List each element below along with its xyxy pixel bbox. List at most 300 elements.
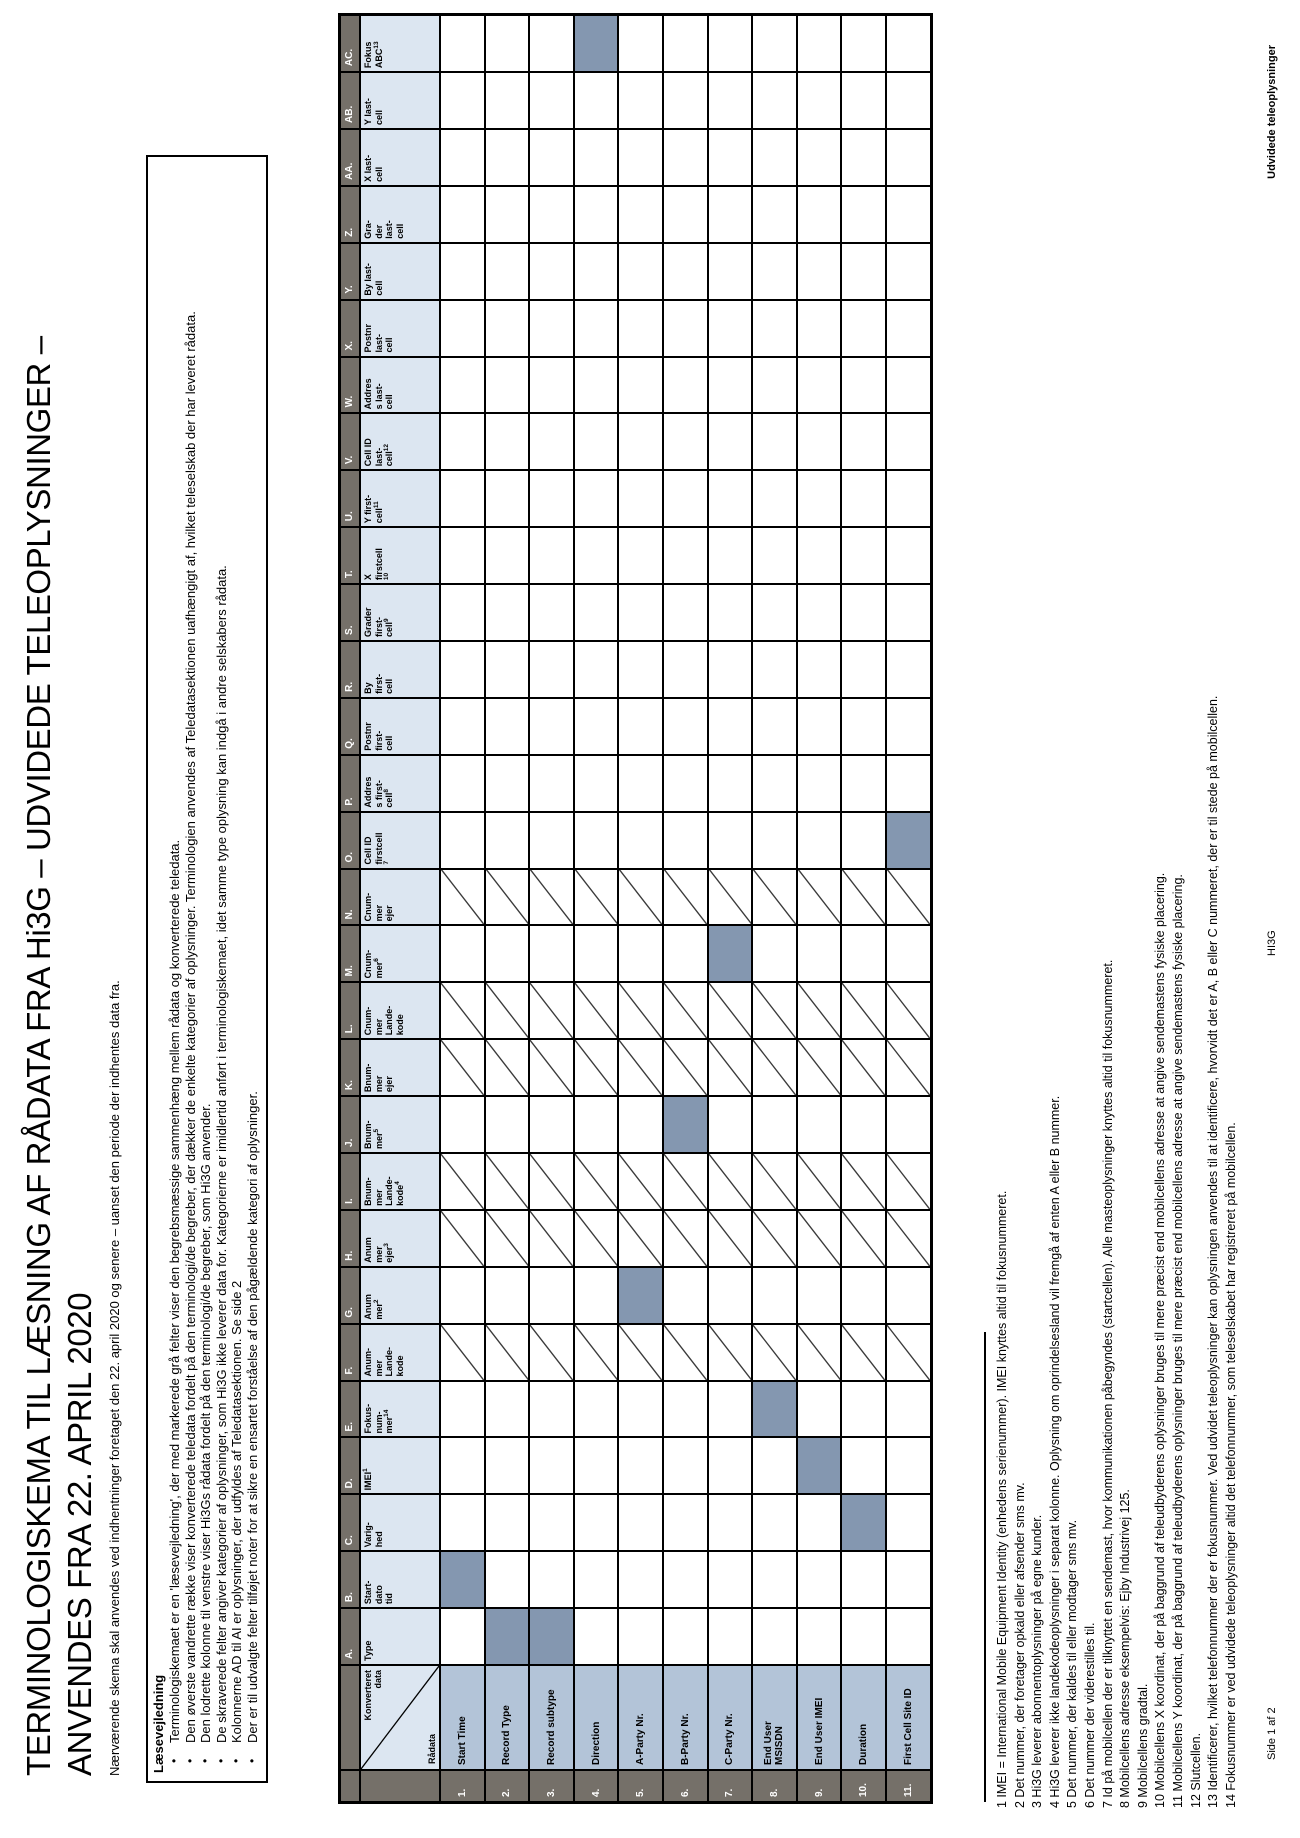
page-title-line-2: ANVENDES FRA 22. APRIL 2020 bbox=[61, 1292, 98, 1776]
data-cell-AC-5 bbox=[619, 16, 662, 71]
data-cell-G-1 bbox=[441, 1268, 484, 1323]
hatch-line-icon bbox=[441, 1325, 484, 1380]
data-cell-V-6 bbox=[664, 414, 707, 469]
footnote-line-12: 12 Slutcellen. bbox=[1188, 1732, 1203, 1808]
data-cell-AA-10 bbox=[842, 130, 885, 185]
col-name-B: Start- dato tid bbox=[361, 1552, 439, 1607]
data-cell-J-11 bbox=[887, 1097, 930, 1152]
data-cell-S-9 bbox=[798, 585, 841, 640]
data-cell-F-8 bbox=[753, 1325, 796, 1380]
data-cell-O-8 bbox=[753, 813, 796, 868]
data-cell-Z-1 bbox=[441, 187, 484, 242]
data-cell-Q-10 bbox=[842, 699, 885, 754]
data-cell-T-1 bbox=[441, 528, 484, 583]
data-cell-S-7 bbox=[709, 585, 752, 640]
data-cell-G-10 bbox=[842, 1268, 885, 1323]
data-cell-C-6 bbox=[664, 1495, 707, 1550]
data-cell-F-3 bbox=[530, 1325, 573, 1380]
data-cell-U-4 bbox=[575, 471, 618, 526]
data-cell-K-1 bbox=[441, 1040, 484, 1095]
row-num-1: 1. bbox=[441, 1771, 484, 1801]
guide-bullet bbox=[214, 167, 230, 1773]
hatch-line-icon bbox=[842, 1211, 885, 1266]
footnote-line-3: 3 Hi3G leverer abonnentoplysninger på egne kunder. bbox=[1030, 1514, 1045, 1808]
data-cell-O-2 bbox=[486, 813, 529, 868]
col-letter-F: F. bbox=[341, 1325, 359, 1380]
data-cell-F-6 bbox=[664, 1325, 707, 1380]
data-cell-W-6 bbox=[664, 358, 707, 413]
data-cell-X-6 bbox=[664, 301, 707, 356]
data-cell-S-1 bbox=[441, 585, 484, 640]
col-name-W: Addres s last- cell bbox=[361, 358, 439, 413]
data-cell-D-11 bbox=[887, 1438, 930, 1493]
mapping-cell-O-11 bbox=[887, 813, 930, 868]
data-cell-AB-6 bbox=[664, 73, 707, 128]
hatch-line-icon bbox=[709, 1154, 752, 1209]
hatch-line-icon bbox=[530, 1325, 573, 1380]
data-cell-H-5 bbox=[619, 1211, 662, 1266]
hatch-line-icon bbox=[486, 1325, 529, 1380]
data-cell-U-2 bbox=[486, 471, 529, 526]
hatch-line-icon bbox=[619, 983, 662, 1038]
hatch-line-icon bbox=[619, 1154, 662, 1209]
data-cell-Z-7 bbox=[709, 187, 752, 242]
data-cell-Y-5 bbox=[619, 244, 662, 299]
data-cell-R-9 bbox=[798, 642, 841, 697]
bullet-icon: • bbox=[198, 1758, 212, 1763]
data-cell-G-6 bbox=[664, 1268, 707, 1323]
hatch-line-icon bbox=[887, 1040, 930, 1095]
data-cell-U-1 bbox=[441, 471, 484, 526]
data-cell-A-6 bbox=[664, 1609, 707, 1664]
col-letter-J: J. bbox=[341, 1097, 359, 1152]
data-cell-O-9 bbox=[798, 813, 841, 868]
hatch-line-icon bbox=[709, 870, 752, 925]
data-cell-N-5 bbox=[619, 870, 662, 925]
data-cell-R-7 bbox=[709, 642, 752, 697]
data-cell-M-4 bbox=[575, 926, 618, 981]
row-num-7: 7. bbox=[709, 1771, 752, 1801]
col-letter-P: P. bbox=[341, 756, 359, 811]
data-cell-R-3 bbox=[530, 642, 573, 697]
data-cell-W-7 bbox=[709, 358, 752, 413]
data-cell-G-9 bbox=[798, 1268, 841, 1323]
data-cell-E-3 bbox=[530, 1382, 573, 1437]
reading-guide-box bbox=[146, 155, 268, 1783]
data-cell-U-7 bbox=[709, 471, 752, 526]
footer-doc-type: Udvidede teleoplysninger bbox=[1266, 45, 1278, 179]
hatch-line-icon bbox=[575, 1040, 618, 1095]
data-cell-B-4 bbox=[575, 1552, 618, 1607]
footer-company: HI3G bbox=[1266, 930, 1278, 956]
data-cell-W-10 bbox=[842, 358, 885, 413]
data-cell-Z-3 bbox=[530, 187, 573, 242]
row-label-11: First Cell Site ID bbox=[887, 1666, 930, 1769]
data-cell-N-3 bbox=[530, 870, 573, 925]
data-cell-D-6 bbox=[664, 1438, 707, 1493]
corner-cell bbox=[361, 1666, 439, 1769]
col-letter-Q: Q. bbox=[341, 699, 359, 754]
hatch-line-icon bbox=[753, 1154, 796, 1209]
data-cell-H-8 bbox=[753, 1211, 796, 1266]
data-cell-AA-1 bbox=[441, 130, 484, 185]
data-cell-T-10 bbox=[842, 528, 885, 583]
footnote-line-5: 5 Det nummer, der kaldes til eller modtager sms mv. bbox=[1065, 1519, 1080, 1808]
data-cell-H-3 bbox=[530, 1211, 573, 1266]
data-cell-L-10 bbox=[842, 983, 885, 1038]
data-cell-M-6 bbox=[664, 926, 707, 981]
data-cell-M-3 bbox=[530, 926, 573, 981]
data-cell-E-7 bbox=[709, 1382, 752, 1437]
bullet-icon: • bbox=[182, 1758, 197, 1763]
data-cell-S-10 bbox=[842, 585, 885, 640]
terminology-table bbox=[338, 13, 933, 1804]
data-cell-V-3 bbox=[530, 414, 573, 469]
data-cell-X-11 bbox=[887, 301, 930, 356]
data-cell-U-8 bbox=[753, 471, 796, 526]
col-letter-B: B. bbox=[341, 1552, 359, 1607]
data-cell-P-5 bbox=[619, 756, 662, 811]
guide-bullet-text: De skraverede felter angiver kategorier af oplysninger, som Hi3G ikke leverer data for. Kategorierne er imidlertid anført i terminologiskemaet, idet samme type oplysning kan indgå i andre selskabers rådata. bbox=[213, 565, 229, 1743]
data-cell-E-9 bbox=[798, 1382, 841, 1437]
col-name-N: Cnum- mer ejer bbox=[361, 870, 439, 925]
data-cell-V-1 bbox=[441, 414, 484, 469]
data-cell-Q-2 bbox=[486, 699, 529, 754]
data-cell-E-5 bbox=[619, 1382, 662, 1437]
data-cell-I-5 bbox=[619, 1154, 662, 1209]
hatch-line-icon bbox=[619, 1325, 662, 1380]
data-cell-L-6 bbox=[664, 983, 707, 1038]
data-cell-J-8 bbox=[753, 1097, 796, 1152]
data-cell-C-1 bbox=[441, 1495, 484, 1550]
data-cell-A-5 bbox=[619, 1609, 662, 1664]
data-cell-L-8 bbox=[753, 983, 796, 1038]
col-name-G: Anum mer$^2$ bbox=[361, 1268, 439, 1323]
data-cell-J-7 bbox=[709, 1097, 752, 1152]
data-cell-G-2 bbox=[486, 1268, 529, 1323]
data-cell-AB-10 bbox=[842, 73, 885, 128]
mapping-cell-D-9 bbox=[798, 1438, 841, 1493]
col-letter-L: L. bbox=[341, 983, 359, 1038]
guide-bullet bbox=[245, 167, 261, 1773]
data-cell-B-8 bbox=[753, 1552, 796, 1607]
footnote-line-6: 6 Det nummer der viderestilles til. bbox=[1082, 1622, 1097, 1808]
data-cell-X-8 bbox=[753, 301, 796, 356]
data-cell-I-3 bbox=[530, 1154, 573, 1209]
data-cell-Y-4 bbox=[575, 244, 618, 299]
hatch-line-icon bbox=[441, 1040, 484, 1095]
hatch-line-icon bbox=[664, 1211, 707, 1266]
data-cell-P-1 bbox=[441, 756, 484, 811]
data-cell-M-10 bbox=[842, 926, 885, 981]
col-letter-E: E. bbox=[341, 1382, 359, 1437]
data-cell-Q-6 bbox=[664, 699, 707, 754]
data-cell-E-6 bbox=[664, 1382, 707, 1437]
hatch-line-icon bbox=[575, 1211, 618, 1266]
data-cell-Z-11 bbox=[887, 187, 930, 242]
data-cell-A-10 bbox=[842, 1609, 885, 1664]
hatch-line-icon bbox=[486, 983, 529, 1038]
data-cell-Q-1 bbox=[441, 699, 484, 754]
hatch-line-icon bbox=[753, 1211, 796, 1266]
data-cell-K-9 bbox=[798, 1040, 841, 1095]
hatch-line-icon bbox=[798, 1325, 841, 1380]
data-cell-X-3 bbox=[530, 301, 573, 356]
hatch-line-icon bbox=[486, 1154, 529, 1209]
col-name-T: X firstcell $^{10}$ bbox=[361, 528, 439, 583]
hatch-line-icon bbox=[753, 983, 796, 1038]
data-cell-W-5 bbox=[619, 358, 662, 413]
data-cell-N-10 bbox=[842, 870, 885, 925]
data-cell-K-11 bbox=[887, 1040, 930, 1095]
data-cell-AC-3 bbox=[530, 16, 573, 71]
data-cell-L-1 bbox=[441, 983, 484, 1038]
data-cell-I-7 bbox=[709, 1154, 752, 1209]
hatch-line-icon bbox=[709, 1040, 752, 1095]
hatch-line-icon bbox=[441, 1154, 484, 1209]
data-cell-H-2 bbox=[486, 1211, 529, 1266]
data-cell-J-9 bbox=[798, 1097, 841, 1152]
hatch-line-icon bbox=[753, 1040, 796, 1095]
data-cell-O-7 bbox=[709, 813, 752, 868]
data-cell-B-9 bbox=[798, 1552, 841, 1607]
data-cell-W-11 bbox=[887, 358, 930, 413]
data-cell-I-4 bbox=[575, 1154, 618, 1209]
data-cell-Z-9 bbox=[798, 187, 841, 242]
data-cell-O-5 bbox=[619, 813, 662, 868]
data-cell-P-4 bbox=[575, 756, 618, 811]
data-cell-Y-6 bbox=[664, 244, 707, 299]
hatch-line-icon bbox=[441, 1211, 484, 1266]
data-cell-G-11 bbox=[887, 1268, 930, 1323]
data-cell-D-10 bbox=[842, 1438, 885, 1493]
mapping-cell-G-5 bbox=[619, 1268, 662, 1323]
hatch-line-icon bbox=[798, 983, 841, 1038]
data-cell-M-9 bbox=[798, 926, 841, 981]
data-cell-S-5 bbox=[619, 585, 662, 640]
hatch-line-icon bbox=[753, 1325, 796, 1380]
data-cell-Y-7 bbox=[709, 244, 752, 299]
data-cell-Y-8 bbox=[753, 244, 796, 299]
guide-bullet bbox=[167, 167, 183, 1773]
col-name-I: Bnum- mer Lande- kode$^4$ bbox=[361, 1154, 439, 1209]
data-cell-I-2 bbox=[486, 1154, 529, 1209]
hatch-line-icon bbox=[798, 1211, 841, 1266]
data-cell-J-10 bbox=[842, 1097, 885, 1152]
data-cell-X-5 bbox=[619, 301, 662, 356]
data-cell-U-11 bbox=[887, 471, 930, 526]
data-cell-X-1 bbox=[441, 301, 484, 356]
data-cell-A-7 bbox=[709, 1609, 752, 1664]
data-cell-F-2 bbox=[486, 1325, 529, 1380]
data-cell-H-7 bbox=[709, 1211, 752, 1266]
data-cell-Q-3 bbox=[530, 699, 573, 754]
data-cell-A-11 bbox=[887, 1609, 930, 1664]
col-letter-V: V. bbox=[341, 414, 359, 469]
data-cell-C-4 bbox=[575, 1495, 618, 1550]
data-cell-R-8 bbox=[753, 642, 796, 697]
guide-bullet-text: Kolonnerne AD til AI er oplysninger, der udfyldes af Teledatasektionen. Se side 2 bbox=[229, 1280, 244, 1743]
col-name-L: Cnum- mer Lande- kode bbox=[361, 983, 439, 1038]
col-letter-S: S. bbox=[341, 585, 359, 640]
hatch-line-icon bbox=[709, 1325, 752, 1380]
hatch-line-icon bbox=[887, 1211, 930, 1266]
row-label-7: C-Party Nr. bbox=[709, 1666, 752, 1769]
row-label-10: Duration bbox=[842, 1666, 885, 1769]
row-label-6: B-Party Nr. bbox=[664, 1666, 707, 1769]
data-cell-S-11 bbox=[887, 585, 930, 640]
data-cell-U-3 bbox=[530, 471, 573, 526]
hatch-line-icon bbox=[619, 870, 662, 925]
col-name-E: Fokus- num- mer$^{14}$ bbox=[361, 1382, 439, 1437]
data-cell-W-1 bbox=[441, 358, 484, 413]
data-cell-AA-2 bbox=[486, 130, 529, 185]
data-cell-T-7 bbox=[709, 528, 752, 583]
row-label-3: Record subtype bbox=[530, 1666, 573, 1769]
data-cell-P-6 bbox=[664, 756, 707, 811]
footnote-line-2: 2 Det nummer, der foretager opkald eller afsender sms mv. bbox=[1012, 1482, 1027, 1808]
bullet-icon: • bbox=[244, 1758, 259, 1763]
col-letter-D: D. bbox=[341, 1438, 359, 1493]
data-cell-AA-5 bbox=[619, 130, 662, 185]
data-cell-S-2 bbox=[486, 585, 529, 640]
data-cell-P-8 bbox=[753, 756, 796, 811]
data-cell-A-4 bbox=[575, 1609, 618, 1664]
data-cell-O-1 bbox=[441, 813, 484, 868]
data-cell-V-9 bbox=[798, 414, 841, 469]
col-letter-AB: AB. bbox=[341, 73, 359, 128]
data-cell-Z-5 bbox=[619, 187, 662, 242]
data-cell-W-8 bbox=[753, 358, 796, 413]
data-cell-AC-11 bbox=[887, 16, 930, 71]
hatch-line-icon bbox=[798, 870, 841, 925]
data-cell-L-2 bbox=[486, 983, 529, 1038]
data-cell-X-2 bbox=[486, 301, 529, 356]
mapping-cell-M-7 bbox=[709, 926, 752, 981]
mapping-cell-C-10 bbox=[842, 1495, 885, 1550]
data-cell-K-7 bbox=[709, 1040, 752, 1095]
hatch-line-icon bbox=[842, 983, 885, 1038]
data-cell-X-4 bbox=[575, 301, 618, 356]
data-cell-Q-5 bbox=[619, 699, 662, 754]
data-cell-T-6 bbox=[664, 528, 707, 583]
col-name-Q: Postnr first- cell bbox=[361, 699, 439, 754]
row-num-11: 11. bbox=[887, 1771, 930, 1801]
hatch-line-icon bbox=[664, 1040, 707, 1095]
hatch-line-icon bbox=[664, 1154, 707, 1209]
col-name-A: Type bbox=[361, 1609, 439, 1664]
data-cell-AB-8 bbox=[753, 73, 796, 128]
data-cell-F-7 bbox=[709, 1325, 752, 1380]
mapping-cell-A-3 bbox=[530, 1609, 573, 1664]
footnote-line-9: 9 Mobilcellens gradtal. bbox=[1135, 1683, 1150, 1808]
footnote-separator bbox=[984, 1332, 986, 1802]
row-label-9: End User IMEI bbox=[798, 1666, 841, 1769]
col-name-O: Cell ID firstcell $^7$ bbox=[361, 813, 439, 868]
footnotes bbox=[994, 18, 1240, 1808]
hatch-line-icon bbox=[575, 1154, 618, 1209]
data-cell-D-3 bbox=[530, 1438, 573, 1493]
col-name-S: Grader first- cell$^9$ bbox=[361, 585, 439, 640]
col-name-U: Y first- cell$^{11}$ bbox=[361, 471, 439, 526]
col-letter-Z: Z. bbox=[341, 187, 359, 242]
data-cell-I-6 bbox=[664, 1154, 707, 1209]
data-cell-AA-6 bbox=[664, 130, 707, 185]
data-cell-O-6 bbox=[664, 813, 707, 868]
data-cell-J-4 bbox=[575, 1097, 618, 1152]
header bbox=[18, 56, 122, 1776]
reading-guide-heading: Læsevejledning bbox=[151, 1674, 166, 1773]
data-cell-W-9 bbox=[798, 358, 841, 413]
col-name-AC: Fokus ABC$^{13}$ bbox=[361, 16, 439, 71]
data-cell-Q-4 bbox=[575, 699, 618, 754]
hatch-line-icon bbox=[575, 983, 618, 1038]
hatch-line-icon bbox=[441, 870, 484, 925]
col-letter-U: U. bbox=[341, 471, 359, 526]
data-cell-C-9 bbox=[798, 1495, 841, 1550]
data-cell-AB-9 bbox=[798, 73, 841, 128]
data-cell-G-8 bbox=[753, 1268, 796, 1323]
data-cell-D-2 bbox=[486, 1438, 529, 1493]
data-cell-N-11 bbox=[887, 870, 930, 925]
data-cell-F-9 bbox=[798, 1325, 841, 1380]
data-cell-U-6 bbox=[664, 471, 707, 526]
corner-blank-labels bbox=[341, 1666, 359, 1769]
data-cell-AB-4 bbox=[575, 73, 618, 128]
data-cell-Z-4 bbox=[575, 187, 618, 242]
hatch-line-icon bbox=[575, 870, 618, 925]
col-letter-Y: Y. bbox=[341, 244, 359, 299]
footnote-line-13: 13 Identificerer, hvilket telefonnummer der er fokusnummer. Ved udvidet teleoplysninger kan oplysningen anvendes til at identificere, hvorvidt det er A, B eller C nummeret, der er til stede på mobilcellen. bbox=[1206, 695, 1221, 1808]
data-cell-K-2 bbox=[486, 1040, 529, 1095]
data-cell-L-11 bbox=[887, 983, 930, 1038]
data-cell-Z-10 bbox=[842, 187, 885, 242]
data-cell-M-2 bbox=[486, 926, 529, 981]
data-cell-Y-2 bbox=[486, 244, 529, 299]
col-letter-AA: AA. bbox=[341, 130, 359, 185]
data-cell-AC-7 bbox=[709, 16, 752, 71]
data-cell-J-2 bbox=[486, 1097, 529, 1152]
data-cell-D-5 bbox=[619, 1438, 662, 1493]
mapping-cell-AC-4 bbox=[575, 16, 618, 71]
bullet-icon: • bbox=[213, 1758, 228, 1763]
data-cell-U-10 bbox=[842, 471, 885, 526]
data-cell-X-7 bbox=[709, 301, 752, 356]
data-cell-D-1 bbox=[441, 1438, 484, 1493]
data-cell-P-2 bbox=[486, 756, 529, 811]
footer-page-number: Side 1 af 2 bbox=[1266, 1707, 1278, 1760]
data-cell-X-10 bbox=[842, 301, 885, 356]
data-cell-AA-4 bbox=[575, 130, 618, 185]
data-cell-H-4 bbox=[575, 1211, 618, 1266]
data-cell-T-5 bbox=[619, 528, 662, 583]
guide-bullet-text: Terminologiskemaet er en 'læsevejledning', der med markerede grå felter viser den begrebsmæssige sammenhæng mellem rådata og konverterede teledata. bbox=[167, 839, 182, 1743]
row-label-1: Start Time bbox=[441, 1666, 484, 1769]
data-cell-G-3 bbox=[530, 1268, 573, 1323]
row-num-6: 6. bbox=[664, 1771, 707, 1801]
data-cell-B-7 bbox=[709, 1552, 752, 1607]
data-cell-Y-10 bbox=[842, 244, 885, 299]
data-cell-O-4 bbox=[575, 813, 618, 868]
guide-bullet-text: Den øverste vandrette række viser konverterede teledata fordelt på den terminologi/de begreber, der dækker de enkelte kategorier af oplysninger. Terminologien anvendes af Teledatasektionen uafhængigt af, hvilket teleselskab der har leveret rådata. bbox=[182, 311, 198, 1743]
data-cell-V-11 bbox=[887, 414, 930, 469]
data-cell-G-7 bbox=[709, 1268, 752, 1323]
data-cell-AA-9 bbox=[798, 130, 841, 185]
data-cell-AC-1 bbox=[441, 16, 484, 71]
col-letter-I: I. bbox=[341, 1154, 359, 1209]
data-cell-I-10 bbox=[842, 1154, 885, 1209]
data-cell-E-10 bbox=[842, 1382, 885, 1437]
